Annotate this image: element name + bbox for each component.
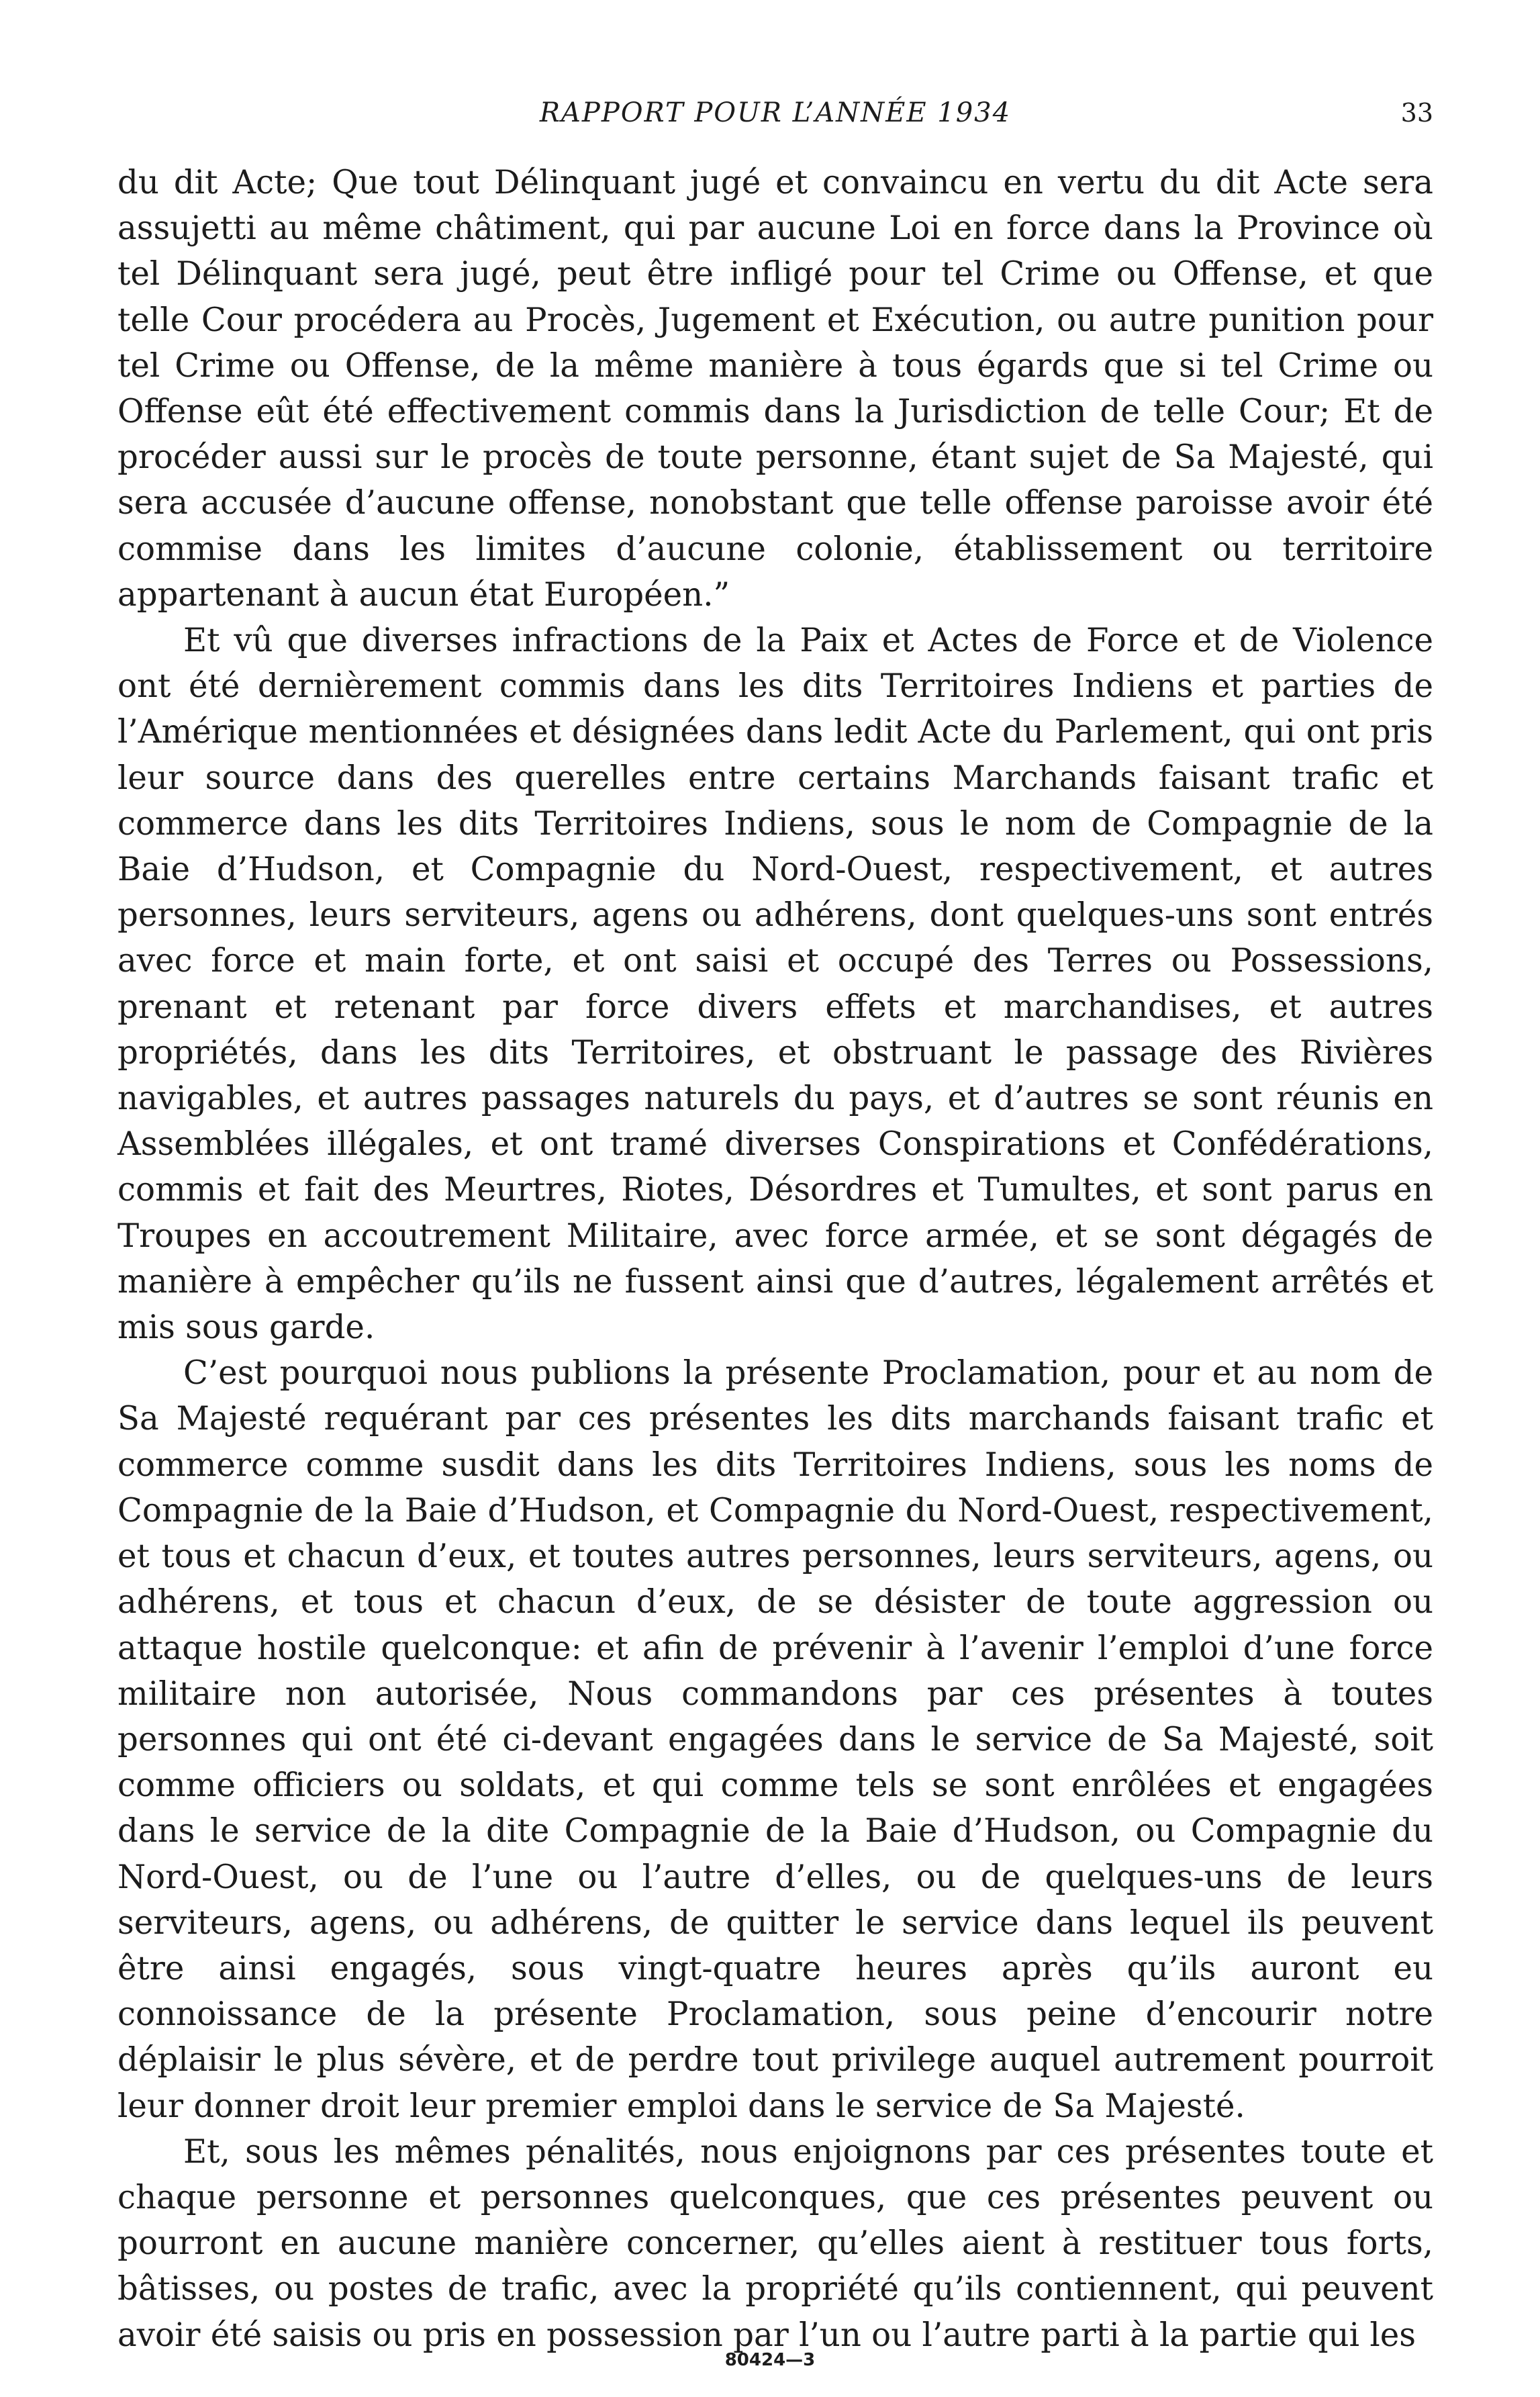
running-head — [117, 93, 1433, 133]
body-text — [117, 160, 1433, 2358]
paragraph-infractions: Et vû que diverses infractions de la Paix et Actes de Force et de Violence ont été dernièrement commis dans les dits Territoires Indiens et parties de l’Amérique mentionnées et désignées dans ledit Acte du Parlement, qui ont pris leur source dans des querelles entre certains Marchands faisant trafic et commerce dans les dits Territoires Indiens, sous le nom de Compagnie de la Baie d’Hudson, et Compagnie du Nord-Ouest, respectivement, et autres personnes, leurs serviteurs, agens ou adhérens, dont quelques-uns sont entrés avec force et main forte, et ont saisi et occupé des Terres ou Possessions, prenant et retenant par force divers effets et marchandises, et autres propriétés, dans les dits Territoires, et obstruant le passage des Rivières navigables, et autres passages naturels du pays, et d’autres se sont réunis en Assemblées illégales, et ont tramé diverses Conspirations et Confédérations, commis et fait des Meurtres, Riotes, Désordres et Tumultes, et sont parus en Troupes en accoutrement Militaire, avec force armée, et se sont dégagés de manière à empêcher qu’ils ne fussent ainsi que d’autres, légalement arrêtés et mis sous garde. — [117, 622, 1433, 1347]
page-number: 33 — [1400, 98, 1433, 128]
paragraph-continuation: du dit Acte; Que tout Délinquant jugé et convaincu en vertu du dit Acte sera assujetti au même châtiment, qui par aucune Loi en force dans la Province où tel Délinquant sera jugé, peut être infligé pour tel Crime ou Offense, et que telle Cour procédera au Procès, Jugement et Exécution, ou autre punition pour tel Crime ou Offense, de la même manière à tous égards que si tel Crime ou Offense eût été effectivement commis dans la Jurisdiction de telle Cour; Et de procéder aussi sur le procès de toute personne, étant sujet de Sa Majesté, qui sera accusée d’aucune offense, nonobstant que telle offense paroisse avoir été commise dans les limites d’aucune colonie, établissement ou territoire appartenant à aucun état Européen.” — [117, 164, 1433, 614]
paragraph-proclamation: C’est pourquoi nous publions la présente Proclamation, pour et au nom de Sa Majesté requérant par ces présentes les dits marchands faisant trafic et commerce comme susdit dans les dits Territoires Indiens, sous les noms de Compagnie de la Baie d’Hudson, et Compagnie du Nord-Ouest, respectivement, et tous et chacun d’eux, et toutes autres personnes, leurs serviteurs, agens, ou adhérens, et tous et chacun d’eux, de se désister de toute aggression ou attaque hostile quelconque: et afin de prévenir à l’avenir l’emploi d’une force militaire non autorisée, Nous commandons par ces présentes à toutes personnes qui ont été ci-devant engagées dans le service de Sa Majesté, soit comme officiers ou soldats, et qui comme tels se sont enrôlées et engagées dans le service de la dite Compagnie de la Baie d’Hudson, ou Compagnie du Nord-Ouest, ou de l’une ou l’autre d’elles, ou de quelques-uns de leurs serviteurs, agens, ou adhérens, de quitter le service dans lequel ils peuvent être ainsi engagés, sous vingt-quatre heures après qu’ils auront eu connoissance de la présente Proclamation, sous peine d’encourir notre déplaisir le plus sévère, et de perdre tout privilege auquel autrement pourroit leur donner droit leur premier emploi dans le service de Sa Majesté. — [117, 1354, 1433, 2125]
printer-signature-mark: 80424—3 — [724, 2350, 816, 2370]
paragraph-penalties: Et, sous les mêmes pénalités, nous enjoignons par ces présentes toute et chaque personne et personnes quelconques, que ces présentes peuvent ou pourront en aucune manière concerner, qu’elles aient à restituer tous forts, bâtisses, ou postes de trafic, avec la propriété qu’ils contiennent, qui peuvent avoir été saisis ou pris en possession par l’un ou l’autre parti à la partie qui les — [117, 2132, 1433, 2354]
running-title: RAPPORT POUR L’ANNÉE 1934 — [539, 97, 1012, 128]
